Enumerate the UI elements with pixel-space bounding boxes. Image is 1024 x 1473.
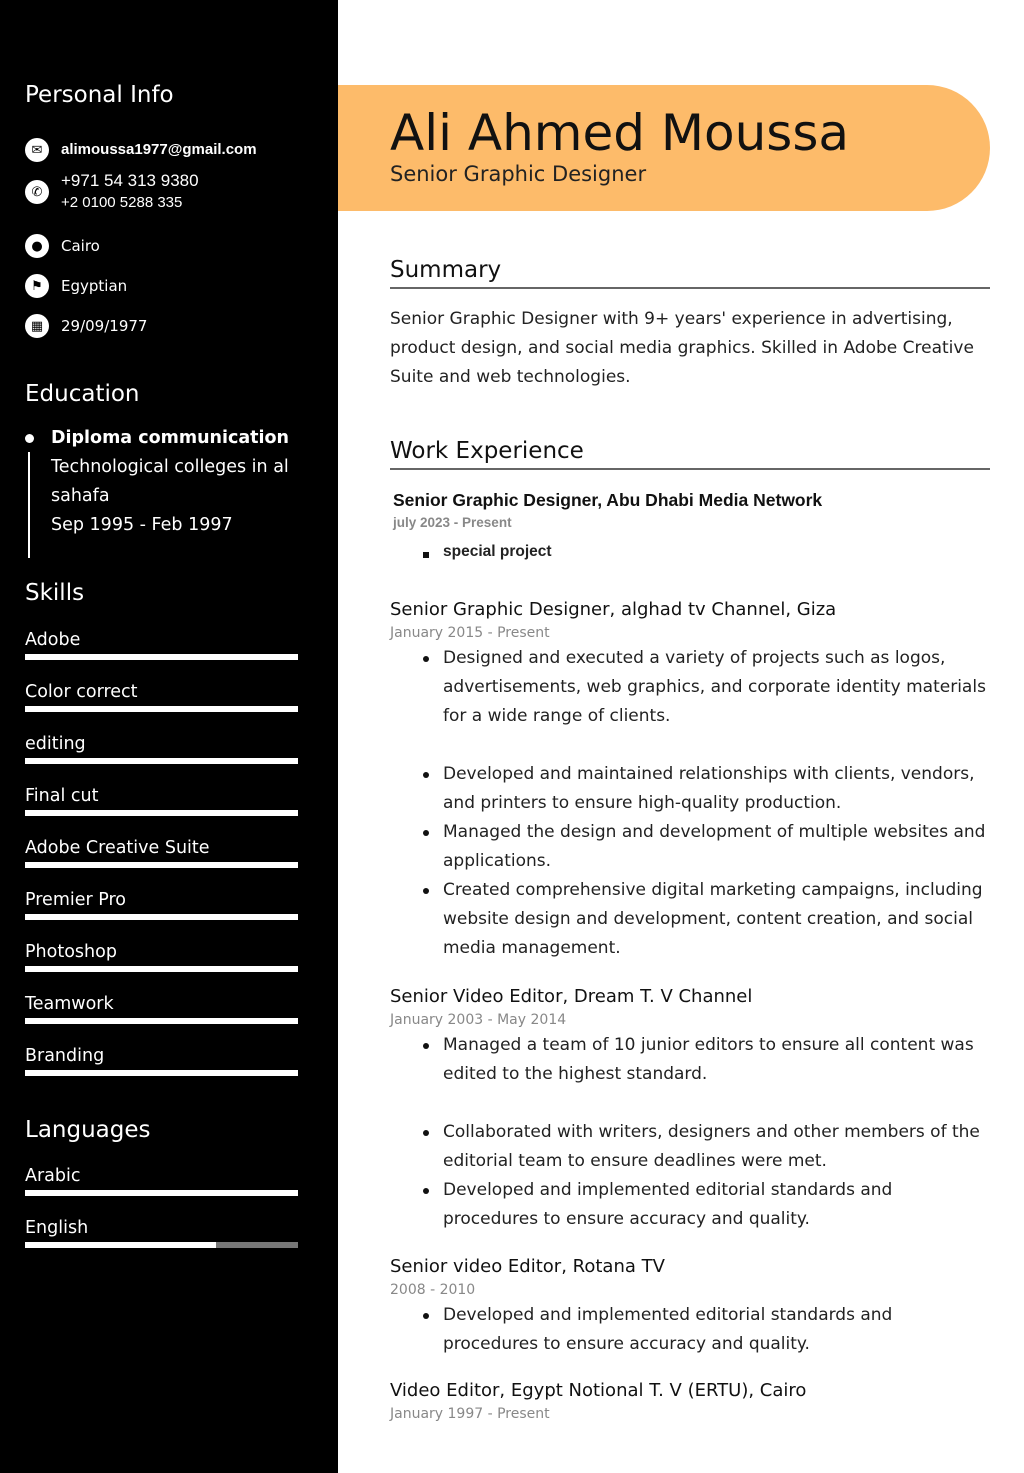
level-bar-fill — [25, 1190, 298, 1196]
skill-name: Branding — [25, 1046, 105, 1066]
skill-name: Photoshop — [25, 942, 117, 962]
education-degree: Diploma communication — [51, 428, 290, 448]
flag-icon: ⚑ — [25, 274, 49, 298]
skill-item — [25, 1212, 298, 1264]
level-bar — [25, 914, 298, 920]
skill-name: Teamwork — [25, 994, 114, 1014]
skill-name: Arabic — [25, 1166, 81, 1186]
bullet-item: Developed and implemented editorial standards and procedures to ensure accuracy and quality. — [443, 1301, 990, 1359]
work-heading: Work Experience — [390, 438, 990, 470]
city-item — [25, 234, 100, 258]
summary-text: Senior Graphic Designer with 9+ years' experience in advertising, product design, and social media graphics. Skilled in Adobe Creative Suite and web technologies. — [390, 309, 974, 387]
job-dates: January 2003 - May 2014 — [390, 1012, 567, 1028]
bullet-item: Designed and executed a variety of projects such as logos, advertisements, web graphics, and corporate identity materials for a wide range of clients. — [443, 644, 990, 731]
job-entry — [390, 1255, 990, 1359]
skill-item — [25, 728, 298, 780]
nationality-item — [25, 274, 127, 298]
job-dates: 2008 - 2010 — [390, 1282, 476, 1298]
job-bullets — [443, 1301, 990, 1359]
job-dates: july 2023 - Present — [393, 515, 512, 530]
job-entry — [390, 488, 990, 564]
level-bar-fill — [25, 966, 298, 972]
skill-item — [25, 624, 298, 676]
level-bar — [25, 1190, 298, 1196]
phone-2: +2 0100 5288 335 — [61, 194, 183, 211]
bullet-item: Collaborated with writers, designers and other members of the editorial team to ensure deadlines were met. — [443, 1118, 990, 1176]
level-bar-fill — [25, 1242, 216, 1248]
birthdate-text: 29/09/1977 — [61, 317, 148, 335]
job-title: Senior Graphic Designer, Abu Dhabi Media Network — [393, 490, 823, 510]
skill-name: Color correct — [25, 682, 138, 702]
bullet-item: special project — [443, 540, 990, 564]
skill-name: editing — [25, 734, 86, 754]
bullet-icon — [25, 434, 34, 443]
level-bar — [25, 654, 298, 660]
job-entry — [390, 985, 990, 1234]
skill-item — [25, 780, 298, 832]
education-school: Technological colleges in al sahafa — [51, 457, 289, 506]
envelope-icon: ✉ — [25, 138, 49, 162]
birthdate-item — [25, 314, 147, 338]
bullet-item: Developed and implemented editorial standards and procedures to ensure accuracy and quality. — [443, 1176, 990, 1234]
summary-heading: Summary — [390, 257, 990, 289]
timeline-line — [28, 452, 30, 558]
skill-item — [25, 1160, 298, 1212]
level-bar — [25, 1018, 298, 1024]
level-bar — [25, 810, 298, 816]
job-entry — [390, 1379, 990, 1425]
level-bar-fill — [25, 810, 298, 816]
skills-heading: Skills — [25, 580, 85, 606]
nationality-text: Egyptian — [61, 277, 128, 295]
job-bullets — [443, 644, 990, 963]
job-title: Video Editor, Egypt Notional T. V (ERTU), Cairo — [390, 1380, 807, 1401]
job-title: Senior Graphic Designer, alghad tv Channel, Giza — [390, 599, 837, 620]
email-text[interactable]: alimoussa1977@gmail.com — [61, 141, 257, 158]
job-bullets — [443, 1031, 990, 1234]
personal-info-heading: Personal Info — [25, 82, 174, 108]
languages-heading: Languages — [25, 1117, 151, 1143]
level-bar-fill — [25, 654, 298, 660]
languages-list — [25, 1160, 298, 1264]
phone-1: +971 54 313 9380 — [61, 171, 199, 190]
job-dates: January 1997 - Present — [390, 1406, 550, 1422]
level-bar — [25, 758, 298, 764]
skill-item — [25, 988, 298, 1040]
level-bar — [25, 706, 298, 712]
education-dates: Sep 1995 - Feb 1997 — [51, 515, 233, 535]
skill-name: Adobe Creative Suite — [25, 838, 210, 858]
level-bar-fill — [25, 1018, 298, 1024]
skill-name: Final cut — [25, 786, 99, 806]
education-heading: Education — [25, 381, 140, 407]
level-bar-fill — [25, 862, 298, 868]
skill-item — [25, 1040, 298, 1092]
job-dates: January 2015 - Present — [390, 625, 550, 641]
level-bar-fill — [25, 706, 298, 712]
city-text: Cairo — [61, 237, 100, 255]
level-bar — [25, 1242, 298, 1248]
education-item — [25, 424, 315, 540]
level-bar-fill — [25, 914, 298, 920]
bullet-item: Managed the design and development of multiple websites and applications. — [443, 818, 990, 876]
job-title: Senior video Editor, Rotana TV — [390, 1256, 665, 1277]
skill-name: English — [25, 1218, 89, 1238]
bullet-item: Created comprehensive digital marketing campaigns, including website design and development, content creation, and social media management. — [443, 876, 990, 963]
level-bar-fill — [25, 1070, 298, 1076]
skills-list — [25, 624, 298, 1092]
skill-item — [25, 884, 298, 936]
sidebar — [0, 0, 338, 1473]
skill-item — [25, 936, 298, 988]
skill-name: Premier Pro — [25, 890, 127, 910]
level-bar — [25, 966, 298, 972]
level-bar-fill — [25, 758, 298, 764]
bullet-item: Developed and maintained relationships with clients, vendors, and printers to ensure high-quality production. — [443, 760, 990, 818]
email-item — [25, 138, 257, 162]
bullet-item: Managed a team of 10 junior editors to ensure all content was edited to the highest standard. — [443, 1031, 990, 1089]
skill-name: Adobe — [25, 630, 81, 650]
job-entry — [390, 598, 990, 963]
job-title: Senior Video Editor, Dream T. V Channel — [390, 986, 753, 1007]
candidate-name: Ali Ahmed Moussa — [390, 104, 850, 162]
level-bar — [25, 1070, 298, 1076]
level-bar — [25, 862, 298, 868]
candidate-title: Senior Graphic Designer — [390, 162, 647, 186]
job-bullets — [443, 540, 990, 564]
phone-icon: ✆ — [25, 180, 49, 204]
skill-item — [25, 832, 298, 884]
cake-icon: ▦ — [25, 314, 49, 338]
phone-item — [25, 170, 199, 214]
skill-item — [25, 676, 298, 728]
location-pin-icon: ● — [25, 234, 49, 258]
